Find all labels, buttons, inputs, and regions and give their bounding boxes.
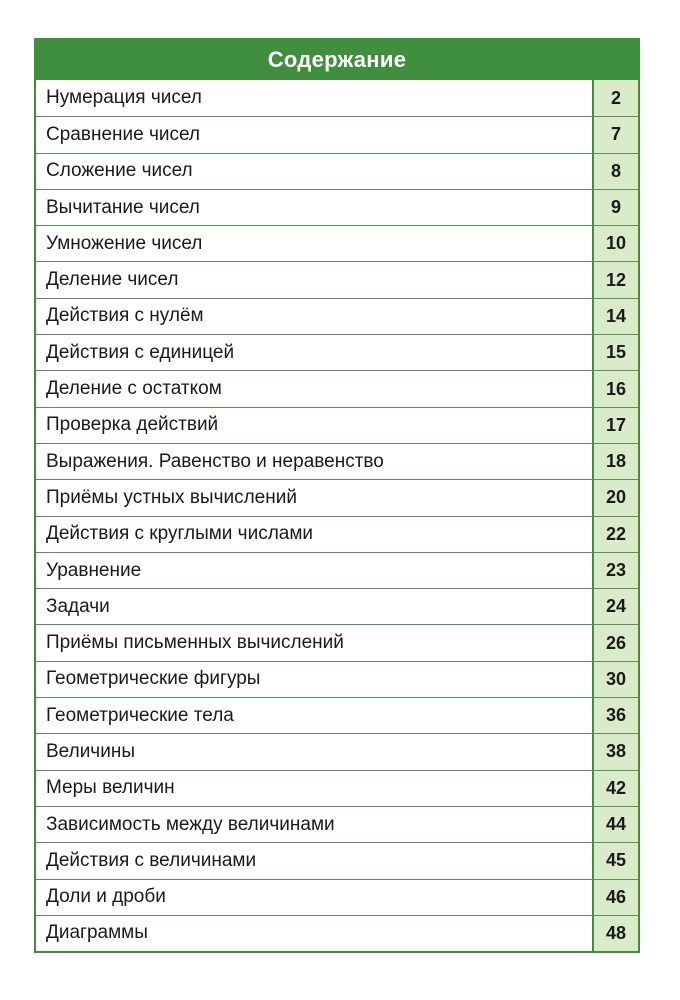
toc-row[interactable] bbox=[36, 733, 638, 769]
toc-entry-page[interactable]: 42 bbox=[592, 771, 638, 806]
toc-entry-title[interactable]: Доли и дроби bbox=[36, 880, 592, 915]
toc-entry-page[interactable]: 46 bbox=[592, 880, 638, 915]
toc-entry-title[interactable]: Геометрические фигуры bbox=[36, 662, 592, 697]
toc-row[interactable] bbox=[36, 298, 638, 334]
toc-entry-page[interactable]: 12 bbox=[592, 262, 638, 297]
toc-entry-page[interactable]: 20 bbox=[592, 480, 638, 515]
toc-entry-page[interactable]: 24 bbox=[592, 589, 638, 624]
toc-row[interactable] bbox=[36, 261, 638, 297]
toc-row[interactable] bbox=[36, 842, 638, 878]
toc-entry-page[interactable]: 36 bbox=[592, 698, 638, 733]
toc-row[interactable] bbox=[36, 153, 638, 189]
toc-entry-page[interactable]: 23 bbox=[592, 553, 638, 588]
toc-entry-title[interactable]: Умножение чисел bbox=[36, 226, 592, 261]
toc-row[interactable] bbox=[36, 661, 638, 697]
toc-header bbox=[36, 40, 638, 80]
toc-entry-page[interactable]: 26 bbox=[592, 625, 638, 660]
toc-entry-title[interactable]: Действия с круглыми числами bbox=[36, 517, 592, 552]
toc-entry-title[interactable]: Деление чисел bbox=[36, 262, 592, 297]
toc-row[interactable] bbox=[36, 915, 638, 951]
toc-entry-page[interactable]: 48 bbox=[592, 916, 638, 951]
toc-entry-title[interactable]: Уравнение bbox=[36, 553, 592, 588]
toc-entry-page[interactable]: 22 bbox=[592, 517, 638, 552]
toc-entry-title[interactable]: Приёмы письменных вычислений bbox=[36, 625, 592, 660]
toc-row[interactable] bbox=[36, 225, 638, 261]
toc-row[interactable] bbox=[36, 552, 638, 588]
toc-entry-title[interactable]: Деление с остатком bbox=[36, 371, 592, 406]
toc-entry-page[interactable]: 44 bbox=[592, 807, 638, 842]
toc-row[interactable] bbox=[36, 624, 638, 660]
toc-row[interactable] bbox=[36, 516, 638, 552]
toc-row[interactable] bbox=[36, 479, 638, 515]
toc-row[interactable] bbox=[36, 370, 638, 406]
toc-entry-page[interactable]: 10 bbox=[592, 226, 638, 261]
toc-entry-title[interactable]: Выражения. Равенство и неравенство bbox=[36, 444, 592, 479]
toc-entry-title[interactable]: Величины bbox=[36, 734, 592, 769]
toc-entry-title[interactable]: Действия с нулём bbox=[36, 299, 592, 334]
toc-row[interactable] bbox=[36, 189, 638, 225]
page-title: Содержание bbox=[267, 47, 407, 72]
toc-entry-title[interactable]: Диаграммы bbox=[36, 916, 592, 951]
toc-entry-page[interactable]: 30 bbox=[592, 662, 638, 697]
toc-entry-page[interactable]: 14 bbox=[592, 299, 638, 334]
toc-entry-page[interactable]: 38 bbox=[592, 734, 638, 769]
toc-row[interactable] bbox=[36, 334, 638, 370]
toc-row[interactable] bbox=[36, 697, 638, 733]
toc-entry-title[interactable]: Меры величин bbox=[36, 771, 592, 806]
toc-entry-title[interactable]: Проверка действий bbox=[36, 408, 592, 443]
table-of-contents bbox=[34, 38, 640, 953]
toc-entry-title[interactable]: Действия с величинами bbox=[36, 843, 592, 878]
toc-entry-title[interactable]: Нумерация чисел bbox=[36, 80, 592, 116]
toc-entry-page[interactable]: 17 bbox=[592, 408, 638, 443]
toc-entry-page[interactable]: 45 bbox=[592, 843, 638, 878]
toc-entry-title[interactable]: Вычитание чисел bbox=[36, 190, 592, 225]
toc-entry-page[interactable]: 18 bbox=[592, 444, 638, 479]
toc-row[interactable] bbox=[36, 879, 638, 915]
toc-entry-title[interactable]: Действия с единицей bbox=[36, 335, 592, 370]
toc-entry-page[interactable]: 16 bbox=[592, 371, 638, 406]
toc-rows bbox=[36, 80, 638, 951]
toc-row[interactable] bbox=[36, 770, 638, 806]
toc-entry-title[interactable]: Приёмы устных вычислений bbox=[36, 480, 592, 515]
toc-row[interactable] bbox=[36, 806, 638, 842]
toc-entry-page[interactable]: 15 bbox=[592, 335, 638, 370]
toc-entry-page[interactable]: 8 bbox=[592, 154, 638, 189]
toc-entry-title[interactable]: Сравнение чисел bbox=[36, 117, 592, 152]
toc-entry-title[interactable]: Зависимость между величинами bbox=[36, 807, 592, 842]
toc-row[interactable] bbox=[36, 407, 638, 443]
toc-entry-page[interactable]: 7 bbox=[592, 117, 638, 152]
toc-row[interactable] bbox=[36, 116, 638, 152]
toc-entry-title[interactable]: Задачи bbox=[36, 589, 592, 624]
toc-entry-page[interactable]: 2 bbox=[592, 80, 638, 116]
toc-entry-page[interactable]: 9 bbox=[592, 190, 638, 225]
toc-row[interactable] bbox=[36, 443, 638, 479]
toc-entry-title[interactable]: Геометрические тела bbox=[36, 698, 592, 733]
toc-row[interactable] bbox=[36, 80, 638, 116]
toc-row[interactable] bbox=[36, 588, 638, 624]
toc-entry-title[interactable]: Сложение чисел bbox=[36, 154, 592, 189]
